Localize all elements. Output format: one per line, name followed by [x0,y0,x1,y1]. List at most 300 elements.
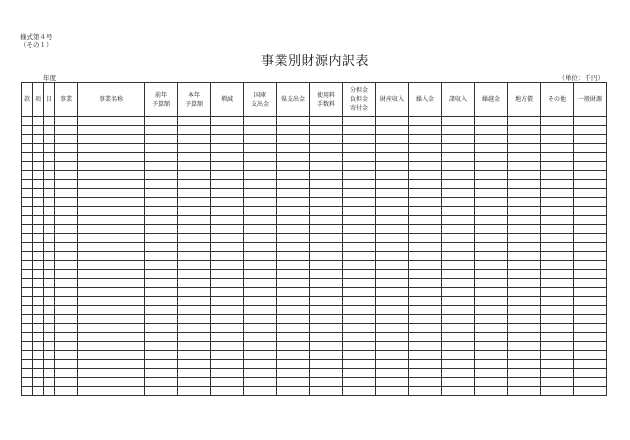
table-cell [78,216,145,225]
table-cell [277,378,310,387]
table-cell [44,153,55,162]
table-row [22,198,607,207]
table-cell [574,351,607,360]
table-cell [541,288,574,297]
table-cell [33,216,44,225]
table-cell [574,378,607,387]
table-cell [508,234,541,243]
table-cell [277,135,310,144]
table-cell [508,351,541,360]
table-cell [55,351,78,360]
table-row [22,279,607,288]
table-cell [277,198,310,207]
table-cell [44,315,55,324]
column-header: 諸収入 [442,83,475,117]
table-cell [178,360,211,369]
table-cell [376,315,409,324]
table-cell [55,180,78,189]
table-cell [145,243,178,252]
table-cell [78,378,145,387]
column-header: 一般財源 [574,83,607,117]
table-cell [244,171,277,180]
table-cell [277,243,310,252]
table-row [22,162,607,171]
table-cell [409,135,442,144]
table-cell [178,234,211,243]
table-cell [442,369,475,378]
table-cell [310,162,343,171]
table-cell [343,279,376,288]
table-cell [44,279,55,288]
table-cell [178,342,211,351]
table-row [22,117,607,126]
table-cell [475,153,508,162]
table-cell [409,171,442,180]
table-cell [55,126,78,135]
column-header: 増減 [211,83,244,117]
table-cell [178,225,211,234]
table-cell [409,288,442,297]
table-cell [277,126,310,135]
table-cell [22,306,33,315]
table-cell [211,378,244,387]
table-cell [55,288,78,297]
table-cell [409,360,442,369]
table-cell [55,162,78,171]
table-cell [22,171,33,180]
table-cell [22,351,33,360]
table-cell [244,378,277,387]
table-cell [178,144,211,153]
table-cell [22,117,33,126]
table-cell [277,189,310,198]
table-cell [145,198,178,207]
table-cell [33,180,44,189]
table-cell [244,270,277,279]
table-cell [22,135,33,144]
table-cell [22,162,33,171]
table-cell [277,270,310,279]
table-row [22,207,607,216]
table-cell [442,252,475,261]
table-cell [277,279,310,288]
table-cell [33,270,44,279]
table-cell [541,225,574,234]
table-cell [376,225,409,234]
table-cell [508,297,541,306]
table-cell [343,207,376,216]
table-cell [145,387,178,396]
table-cell [55,333,78,342]
table-cell [277,315,310,324]
table-cell [475,252,508,261]
table-cell [442,216,475,225]
table-cell [178,252,211,261]
table-cell [508,198,541,207]
table-cell [44,360,55,369]
table-cell [409,351,442,360]
table-cell [78,171,145,180]
table-cell [244,387,277,396]
table-cell [55,378,78,387]
table-cell [33,315,44,324]
table-cell [376,288,409,297]
table-cell [442,387,475,396]
table-cell [376,198,409,207]
table-cell [33,261,44,270]
table-cell [22,342,33,351]
table-cell [376,117,409,126]
table-row [22,378,607,387]
table-cell [541,117,574,126]
table-cell [508,243,541,252]
table-cell [574,288,607,297]
table-cell [310,333,343,342]
table-cell [178,270,211,279]
table-cell [44,126,55,135]
table-cell [178,324,211,333]
table-cell [22,234,33,243]
table-cell [178,198,211,207]
table-cell [33,126,44,135]
table-cell [508,126,541,135]
table-cell [55,243,78,252]
table-cell [574,387,607,396]
table-cell [244,117,277,126]
table-cell [574,135,607,144]
table-cell [244,306,277,315]
form-subnumber: （その１） [20,41,53,49]
table-cell [343,171,376,180]
table-cell [442,279,475,288]
table-cell [310,360,343,369]
table-cell [475,117,508,126]
table-cell [475,243,508,252]
table-cell [376,216,409,225]
table-cell [541,180,574,189]
table-cell [277,261,310,270]
table-cell [310,207,343,216]
table-cell [475,387,508,396]
table-cell [55,315,78,324]
table-row [22,189,607,198]
table-cell [44,387,55,396]
table-cell [409,126,442,135]
table-row [22,288,607,297]
column-header: 前年 予算額 [145,83,178,117]
table-cell [475,126,508,135]
table-cell [277,162,310,171]
table-cell [409,324,442,333]
table-cell [33,288,44,297]
table-cell [409,297,442,306]
table-cell [574,198,607,207]
table-cell [541,189,574,198]
table-cell [145,180,178,189]
table-cell [310,306,343,315]
table-cell [574,207,607,216]
table-cell [55,387,78,396]
table-cell [211,135,244,144]
table-cell [145,171,178,180]
table-cell [145,360,178,369]
table-cell [145,297,178,306]
document-title: 事業別財源内訳表 [260,54,369,69]
table-cell [211,117,244,126]
table-cell [44,252,55,261]
table-cell [541,252,574,261]
table-cell [244,261,277,270]
table-cell [442,162,475,171]
table-cell [55,297,78,306]
table-cell [574,270,607,279]
table-cell [343,162,376,171]
table-cell [44,171,55,180]
table-cell [44,216,55,225]
table-cell [475,180,508,189]
column-header: 繰越金 [475,83,508,117]
table-cell [541,297,574,306]
table-cell [442,180,475,189]
table-row [22,306,607,315]
table-cell [574,297,607,306]
table-cell [78,279,145,288]
table-cell [277,288,310,297]
table-cell [376,153,409,162]
table-cell [55,342,78,351]
table-cell [376,135,409,144]
table-cell [343,180,376,189]
table-cell [44,288,55,297]
column-header: 県支出金 [277,83,310,117]
table-cell [343,225,376,234]
table-cell [409,342,442,351]
table-cell [475,360,508,369]
table-cell [310,189,343,198]
table-cell [211,180,244,189]
table-cell [310,117,343,126]
table-cell [55,360,78,369]
table-cell [508,315,541,324]
table-cell [541,270,574,279]
table-cell [78,117,145,126]
column-header: 分担金 負担金 寄付金 [343,83,376,117]
column-header: 事業名称 [78,83,145,117]
table-cell [211,144,244,153]
table-cell [541,153,574,162]
table-cell [541,324,574,333]
table-cell [409,306,442,315]
table-cell [178,189,211,198]
table-cell [475,207,508,216]
table-row [22,144,607,153]
table-cell [78,225,145,234]
table-cell [33,171,44,180]
table-cell [541,351,574,360]
table-cell [244,153,277,162]
table-cell [475,144,508,153]
table-cell [343,333,376,342]
table-cell [22,198,33,207]
table-cell [178,297,211,306]
table-cell [574,126,607,135]
table-cell [574,333,607,342]
table-cell [44,324,55,333]
table-cell [343,369,376,378]
table-cell [376,171,409,180]
table-cell [409,270,442,279]
table-cell [343,306,376,315]
table-cell [508,378,541,387]
table-cell [78,342,145,351]
table-cell [376,306,409,315]
table-cell [541,378,574,387]
table-cell [211,162,244,171]
table-cell [376,162,409,171]
table-cell [310,180,343,189]
table-cell [244,225,277,234]
table-cell [277,306,310,315]
table-cell [55,144,78,153]
table-cell [244,198,277,207]
table-cell [343,243,376,252]
table-cell [22,360,33,369]
table-cell [277,342,310,351]
table-row [22,171,607,180]
table-cell [343,360,376,369]
table-cell [310,270,343,279]
table-cell [277,324,310,333]
table-cell [409,378,442,387]
table-cell [277,360,310,369]
table-cell [475,270,508,279]
table-cell [409,252,442,261]
table-cell [574,369,607,378]
table-cell [508,270,541,279]
table-cell [310,144,343,153]
table-cell [244,288,277,297]
table-cell [178,180,211,189]
column-header: 使用料 手数料 [310,83,343,117]
table-cell [44,117,55,126]
table-cell [442,153,475,162]
table-cell [178,207,211,216]
table-cell [244,216,277,225]
table-cell [33,234,44,243]
table-cell [211,126,244,135]
table-cell [574,171,607,180]
table-cell [475,333,508,342]
table-cell [22,270,33,279]
table-cell [33,306,44,315]
table-cell [409,234,442,243]
table-cell [574,225,607,234]
table-cell [44,189,55,198]
table-cell [145,216,178,225]
table-cell [55,261,78,270]
table-cell [442,351,475,360]
column-header: 地方債 [508,83,541,117]
table-cell [508,279,541,288]
table-cell [55,189,78,198]
table-cell [244,252,277,261]
table-cell [508,207,541,216]
table-cell [442,324,475,333]
table-cell [343,378,376,387]
table-cell [343,126,376,135]
table-cell [409,207,442,216]
unit-label: （単位：千円） [558,74,604,82]
table-cell [343,234,376,243]
table-cell [145,306,178,315]
table-cell [78,153,145,162]
table-cell [145,369,178,378]
table-cell [22,315,33,324]
table-cell [78,369,145,378]
table-cell [55,252,78,261]
table-cell [33,207,44,216]
table-cell [508,171,541,180]
table-cell [44,261,55,270]
table-cell [55,171,78,180]
table-cell [33,279,44,288]
table-cell [145,225,178,234]
table-cell [442,288,475,297]
table-cell [343,288,376,297]
table-cell [376,180,409,189]
table-cell [78,135,145,144]
table-cell [442,261,475,270]
table-cell [44,369,55,378]
table-cell [409,162,442,171]
table-cell [475,198,508,207]
table-cell [574,342,607,351]
table-cell [541,144,574,153]
table-row [22,126,607,135]
table-cell [277,216,310,225]
table-cell [44,225,55,234]
table-cell [343,315,376,324]
table-cell [211,216,244,225]
table-cell [55,270,78,279]
table-cell [178,378,211,387]
table-cell [178,135,211,144]
table-cell [343,261,376,270]
table-cell [310,171,343,180]
table-cell [145,126,178,135]
table-cell [376,252,409,261]
table-row [22,261,607,270]
column-header: 事業 [55,83,78,117]
table-row [22,135,607,144]
table-cell [211,306,244,315]
table-cell [574,162,607,171]
table-cell [475,342,508,351]
table-cell [310,369,343,378]
table-cell [277,153,310,162]
table-cell [44,351,55,360]
table-cell [244,126,277,135]
table-cell [78,252,145,261]
table-cell [376,333,409,342]
table-cell [409,216,442,225]
table-cell [78,207,145,216]
table-cell [277,144,310,153]
table-cell [409,369,442,378]
table-cell [211,207,244,216]
table-cell [55,306,78,315]
table-cell [574,180,607,189]
